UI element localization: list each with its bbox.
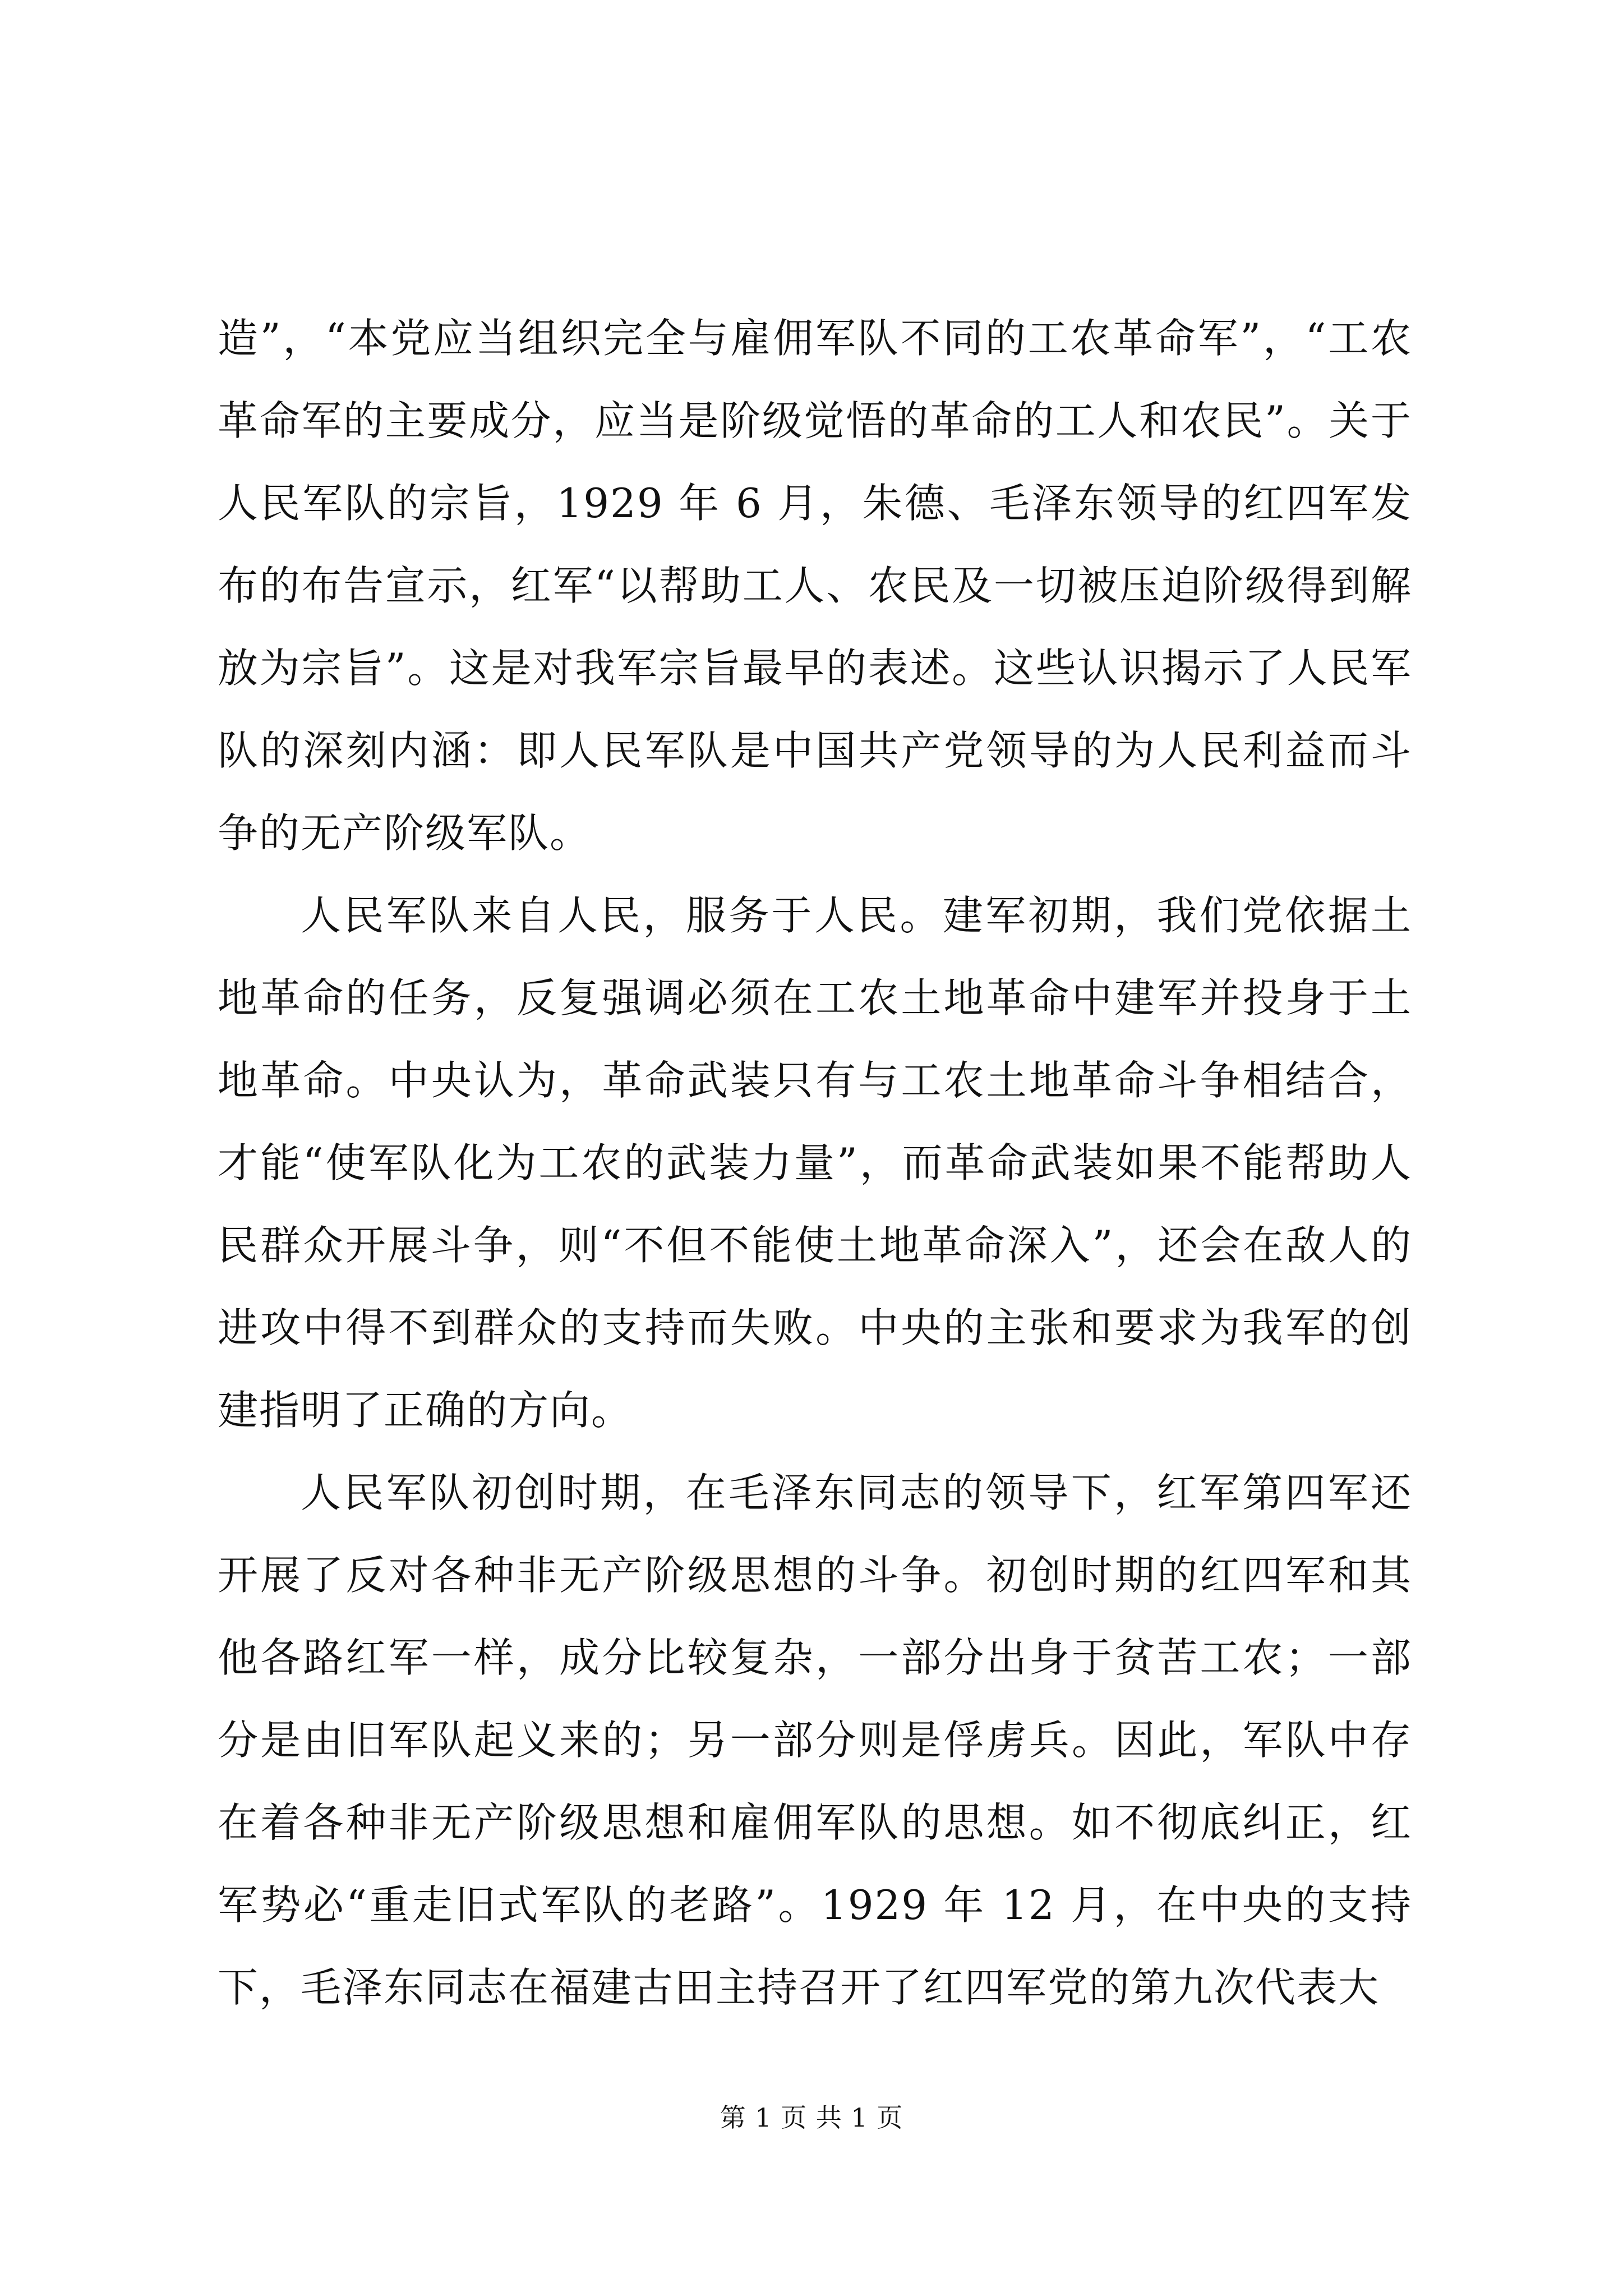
paragraph-early-period-struggle: 人民军队初创时期，在毛泽东同志的领导下，红军第四军还开展了反对各种非无产阶级思想的斗争。初创时期的红四军和其他各路红军一样，成分比较复杂，一部分出身于贫苦工农；一部分是由旧军队起义来的；另一部分则是俘虏兵。因此，军队中存在着各种非无产阶级思想和雇佣军队的思想。如不彻底纠正，红军势必“重走旧式军队的老路”。1929 年 12 月，在中央的支持下，毛泽东同志在福建古田主持召开了红四军党的第九次代表大 <box>218 1469 1412 2011</box>
page-footer: 第 1 页 共 1 页 <box>720 2102 903 2133</box>
body-text <box>218 297 1412 2029</box>
paragraph-people-army-origin: 人民军队来自人民，服务于人民。建军初期，我们党依据土地革命的任务，反复强调必须在工农土地革命中建军并投身于土地革命。中央认为，革命武装只有与工农土地革命斗争相结合，才能“使军队化为工农的武装力量”，而革命武装如果不能帮助人民群众开展斗争，则“不但不能使土地革命深入”，还会在敌人的进攻中得不到群众的支持而失败。中央的主张和要求为我军的创建指明了正确的方向。 <box>218 892 1412 1434</box>
paragraph-continuation: 造”，“本党应当组织完全与雇佣军队不同的工农革命军”，“工农革命军的主要成分，应当是阶级觉悟的革命的工人和农民”。关于人民军队的宗旨，1929 年 6 月，朱德、毛泽东领导的红四军发布的布告宣示，红军“以帮助工人、农民及一切被压迫阶级得到解放为宗旨”。这是对我军宗旨最早的表述。这些认识揭示了人民军队的深刻内涵：即人民军队是中国共产党领导的为人民利益而斗争的无产阶级军队。 <box>218 315 1412 857</box>
